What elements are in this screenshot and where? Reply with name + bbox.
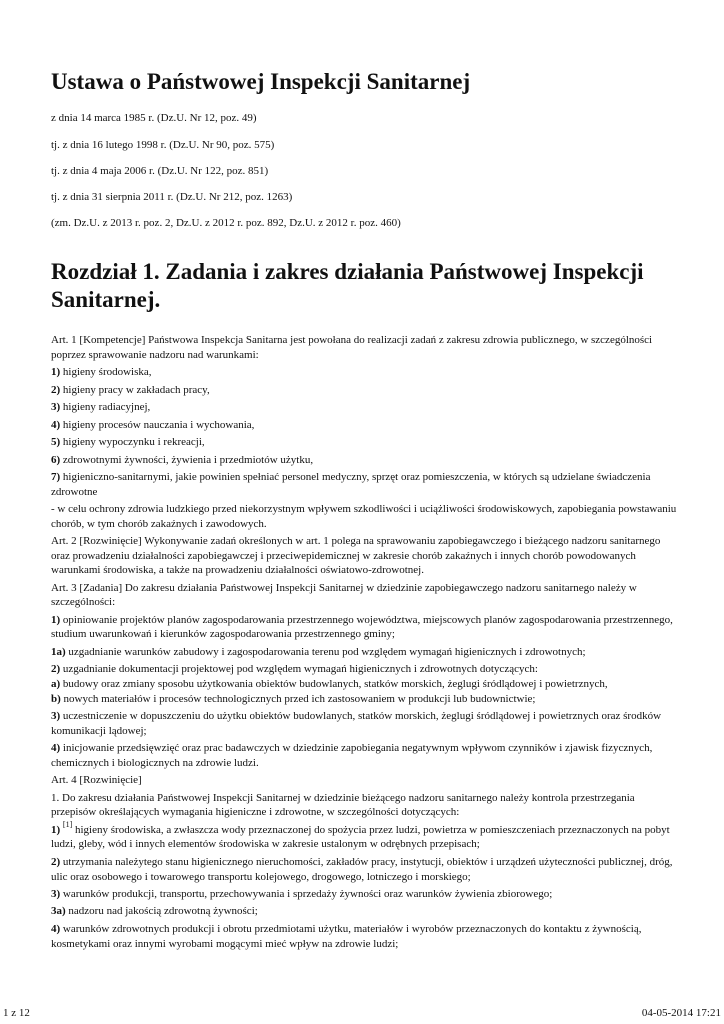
art1-outro: - w celu ochrony zdrowia ludzkiego przed niekorzystnym wpływem szkodliwości i uciążliwości środowiskowych, zapobiegania powstawaniu chorób, w tym chorób zakaźnych i zawodowych. [51, 503, 677, 530]
list-item [51, 613, 681, 642]
list-item [51, 435, 681, 450]
item-number: 1) [51, 823, 61, 836]
art4-intro: 1. Do zakresu działania Państwowej Inspekcji Sanitarnej w dziedzinie bieżącego nadzoru sanitarnego należy kontrola przestrzegania przepisów określających wymagania higieniczne i zdrowotne, w szczególności dotyczących: [51, 791, 635, 819]
list-item [51, 645, 681, 660]
item-text: higieniczno-sanitarnymi, jakie powinien spełniać personel medyczny, sprzęt oraz pomieszczenia, w których są udzielane świadczenia zdrowotne [51, 470, 651, 498]
item-text: uzgadnianie dokumentacji projektowej pod względem wymagań higienicznych i zdrowotnych dotyczących: [60, 663, 538, 676]
item-text: uczestniczenie w dopuszczeniu do użytku obiektów budowlanych, statków morskich, żeglugi śródlądowej i powietrznych oraz środków komunikacji lądowej; [51, 710, 662, 737]
item-number: 4) [51, 742, 61, 755]
chapter-title-line: Rozdział 1. Zadania i zakres działania Państwowej Inspekcji [51, 259, 644, 284]
item-number: 3) [51, 401, 61, 414]
item-number: 1) [51, 366, 61, 379]
item-text: uzgadnianie warunków zabudowy i zagospodarowania terenu pod względem wymagań higienicznych i zdrowotnych; [65, 645, 586, 658]
page-number: 1 z 12 [3, 1007, 30, 1019]
list-item [51, 470, 681, 499]
item-number: 2) [51, 663, 61, 676]
item-text: higieny środowiska, [60, 366, 152, 379]
item-number: 3) [51, 710, 61, 723]
meta-line: (zm. Dz.U. z 2013 r. poz. 2, Dz.U. z 2012 r. poz. 892, Dz.U. z 2012 r. poz. 460) [51, 217, 401, 229]
list-item [51, 855, 681, 884]
list-item [51, 365, 681, 380]
item-number: 4) [51, 922, 61, 935]
list-item [51, 453, 681, 468]
item-text: utrzymania należytego stanu higienicznego nieruchomości, zakładów pracy, instytucji, obiektów i urządzeń użyteczności publicznej, dróg, ulic oraz osobowego i towarowego transportu kolejowego, drogowego, lotniczego i morskiego; [51, 855, 673, 883]
item-text: zdrowotnymi żywności, żywienia i przedmiotów użytku, [60, 453, 314, 466]
list-item [51, 904, 681, 919]
list-item [51, 709, 681, 738]
list-item [51, 677, 681, 692]
list-item [51, 418, 681, 433]
item-number: 4) [51, 418, 61, 431]
document-title: Ustawa o Państwowej Inspekcji Sanitarnej [51, 69, 471, 94]
list-item [51, 383, 681, 398]
meta-line: z dnia 14 marca 1985 r. (Dz.U. Nr 12, poz. 49) [51, 112, 257, 124]
list-item [51, 922, 681, 951]
item-number: a) [51, 678, 61, 691]
art3-intro: Art. 3 [Zadania] Do zakresu działania Państwowej Inspekcji Sanitarnej w dziedzinie zapobiegawczego nadzoru sanitarnego należy w szczególności: [51, 581, 637, 609]
item-text: warunków zdrowotnych produkcji i obrotu przedmiotami użytku, materiałów i wyrobów przeznaczonych do kontaktu z żywnością, kosmetykami oraz innymi wyrobami mogącymi mieć wpływ na zdrowie ludzi; [51, 922, 642, 950]
item-text: nadzoru nad jakością zdrowotną żywności; [65, 905, 258, 918]
item-text: higieny pracy w zakładach pracy, [60, 383, 210, 396]
item-text: nowych materiałów i procesów technologicznych przed ich zastosowaniem w produkcji lub budownictwie; [60, 692, 536, 705]
list-item [51, 692, 681, 707]
item-text: opiniowanie projektów planów zagospodarowania przestrzennego województwa, miejscowych planów zagospodarowania przestrzennego, studium uwarunkowań i kierunków zagospodarowania przestrzennego gminy; [51, 613, 673, 641]
chapter-title [51, 258, 691, 314]
item-number: 1a) [51, 645, 66, 658]
item-number: 7) [51, 470, 61, 483]
item-number: b) [51, 692, 61, 705]
chapter-title-line: Sanitarnej. [51, 287, 161, 312]
statute-text [51, 333, 681, 954]
art2-text: Art. 2 [Rozwinięcie] Wykonywanie zadań określonych w art. 1 polega na sprawowaniu zapobiegawczego i bieżącego nadzoru sanitarnego oraz prowadzeniu działalności zapobiegawczej i przeciwepidemicznej w zakresie chorób zakaźnych i innych chorób powodowanych warunkami środowiska, a także na prowadzeniu działalności oświatowo-zdrowotnej. [51, 535, 661, 577]
meta-line: tj. z dnia 16 lutego 1998 r. (Dz.U. Nr 90, poz. 575) [51, 139, 275, 151]
list-item [51, 887, 681, 902]
item-number: 2) [51, 383, 61, 396]
item-number: 3) [51, 888, 61, 900]
art4-heading: Art. 4 [Rozwinięcie] [51, 774, 142, 787]
list-item [51, 820, 681, 852]
item-number: 3a) [51, 905, 66, 918]
item-text: higieny radiacyjnej, [60, 401, 151, 414]
list-item [51, 400, 681, 415]
list-item [51, 662, 681, 677]
item-text: higieny wypoczynku i rekreacji, [60, 436, 205, 449]
meta-line: tj. z dnia 31 sierpnia 2011 r. (Dz.U. Nr 212, poz. 1263) [51, 191, 293, 203]
item-text: higieny środowiska, a zwłaszcza wody przeznaczonej do spożycia przez ludzi, powietrza w pomieszczeniach przeznaczonych na pobyt ludzi, gleby, wód i innych elementów środowiska w zakresie ustalonym w odrębnych przepisach; [51, 823, 670, 851]
item-number: 5) [51, 436, 61, 449]
list-item [51, 741, 681, 770]
footnote-link[interactable]: [1] [62, 820, 73, 830]
art1-intro: Art. 1 [Kompetencje] Państwowa Inspekcja Sanitarna jest powołana do realizacji zadań z zakresu zdrowia publicznego, w szczególności poprzez sprawowanie nadzoru nad warunkami: [51, 334, 653, 361]
meta-line: tj. z dnia 4 maja 2006 r. (Dz.U. Nr 122, poz. 851) [51, 165, 269, 177]
item-text: higieny procesów nauczania i wychowania, [60, 418, 255, 431]
item-text: budowy oraz zmiany sposobu użytkowania obiektów budowlanych, statków morskich, żeglugi śródlądowej i powietrznych, [60, 678, 608, 691]
item-number: 1) [51, 613, 61, 626]
print-date: 04-05-2014 17:21 [641, 1007, 721, 1019]
item-number: 6) [51, 453, 61, 466]
item-text: inicjowanie przedsięwzięć oraz prac badawczych w dziedzinie zapobiegania negatywnym wpływom czynników i zjawisk fizycznych, chemicznych i biologicznych na zdrowie ludzi. [51, 742, 653, 769]
item-text: warunków produkcji, transportu, przechowywania i sprzedaży żywności oraz warunków żywienia zbiorowego; [60, 888, 553, 900]
item-number: 2) [51, 855, 61, 868]
